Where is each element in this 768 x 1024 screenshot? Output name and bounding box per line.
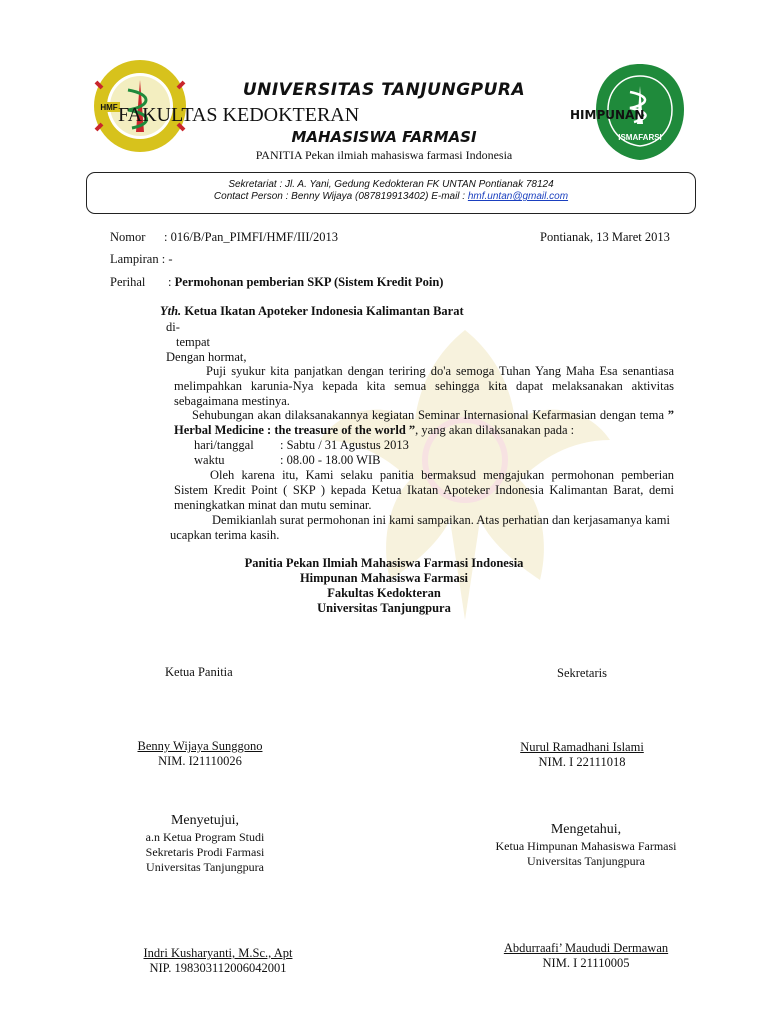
perihal: [168, 275, 443, 290]
chair-name: Abdurraafi’ Maududi Dermawan: [503, 941, 669, 955]
closing-block: [0, 556, 768, 616]
ketua-name: Benny Wijaya Sunggono: [137, 739, 263, 753]
ketua-title: Ketua Panitia: [165, 665, 233, 679]
closing-line-3: Fakultas Kedokteran: [327, 586, 441, 600]
approval-line-1: a.n Ketua Program Studi: [145, 830, 265, 844]
logo-right-label: ISMAFARSI: [618, 133, 662, 142]
approval-line-2: Sekretaris Prodi Farmasi: [145, 845, 265, 859]
addressee-name: Ketua Ikatan Apoteker Indonesia Kalimantan Barat: [181, 304, 464, 318]
email-link[interactable]: hmf.untan@gmail.com: [467, 191, 569, 202]
greeting: Dengan hormat,: [166, 350, 247, 364]
contact-line: [87, 191, 695, 203]
committee-heading: PANITIA Pekan ilmiah mahasiswa farmasi Indonesia: [255, 148, 513, 162]
addressee: [160, 304, 464, 319]
approval-block: [100, 812, 310, 875]
approval-line-3: Universitas Tanjungpura: [146, 860, 264, 874]
sekretaris-nim: NIM. I 22111018: [538, 755, 626, 769]
chair-signature: [472, 941, 700, 971]
paragraph-2-end: , yang akan dilaksanakan pada :: [415, 423, 575, 437]
sekretaris-name: Nurul Ramadhani Islami: [520, 740, 644, 754]
yth: Yth.: [160, 304, 182, 318]
sekretaris-title: Sekretaris: [557, 666, 607, 680]
ketua-nim: NIM. I21110026: [158, 754, 242, 768]
sekretaris-signature: [482, 740, 682, 770]
closing-line-4: Universitas Tanjungpura: [317, 601, 451, 615]
nomor-value: : 016/B/Pan_PIMFI/HMF/III/2013: [164, 230, 338, 244]
di-label: di-: [166, 320, 180, 334]
perihal-colon: :: [168, 275, 175, 289]
perihal-label: Perihal: [110, 275, 146, 289]
perihal-value: Permohonan pemberian SKP (Sistem Kredit Poin): [174, 275, 444, 289]
time-label: waktu: [194, 453, 225, 467]
seminar-theme: ” Herbal Medicine : the treasure of the world ”: [174, 408, 674, 437]
contact-person: Contact Person : Benny Wijaya (087819913402) E-mail :: [213, 191, 468, 202]
faculty-heading: FAKULTAS KEDOKTERAN: [118, 104, 360, 126]
approver-nip: NIP. 198303112006042001: [149, 961, 287, 975]
logo-left-label: HMF: [100, 103, 118, 112]
paragraph-3: Oleh karena itu, Kami selaku panitia bermaksud mengajukan permohonan pemberian Sistem Kredit Point ( SKP ) kepada Ketua Ikatan Apoteker Indonesia Kalimantan Barat, demi meningkatkan minat dan mutu seminar.: [174, 468, 674, 512]
closing-line-1: Panitia Pekan Ilmiah Mahasiswa Farmasi Indonesia: [244, 556, 524, 570]
himpunan-heading: HIMPUNAN: [570, 108, 645, 122]
ketua-signature: [100, 739, 300, 769]
paragraph-4: Demikianlah surat permohonan ini kami sampaikan. Atas perhatian dan kerjasamanya kami ucapkan terima kasih.: [170, 513, 670, 542]
closing-line-2: Himpunan Mahasiswa Farmasi: [299, 571, 469, 585]
tempat-label: tempat: [176, 335, 211, 349]
approver-name: Indri Kusharyanti, M.Sc., Apt: [143, 946, 293, 960]
date-value: : Sabtu / 31 Agustus 2013: [280, 438, 409, 452]
approver-signature: [100, 946, 336, 976]
letter-date: Pontianak, 13 Maret 2013: [540, 230, 670, 244]
university-heading: UNIVERSITAS TANJUNGPURA: [242, 80, 526, 100]
student-body-heading: MAHASISWA FARMASI: [291, 128, 477, 146]
acknowledge-title: Mengetahui,: [550, 822, 622, 837]
date-label: hari/tanggal: [194, 438, 254, 452]
secretariat-line: Sekretariat : Jl. A. Yani, Gedung Kedokteran FK UNTAN Pontianak 78124: [228, 179, 554, 190]
acknowledge-block: [470, 821, 702, 869]
acknowledge-line-2: Universitas Tanjungpura: [527, 854, 645, 868]
paragraph-2: [174, 408, 674, 438]
paragraph-1: Puji syukur kita panjatkan dengan teriring do'a semoga Tuhan Yang Maha Esa senantiasa melimpahkan karunia-Nya kepada kita semua sehingga kita dapat melaksanakan aktivitas sebagaimana mestinya.: [174, 364, 674, 408]
contact-box: [86, 172, 696, 214]
acknowledge-line-1: Ketua Himpunan Mahasiswa Farmasi: [495, 839, 677, 853]
approval-title: Menyetujui,: [170, 813, 240, 828]
chair-nim: NIM. I 21110005: [542, 956, 630, 970]
nomor-label: Nomor: [110, 230, 146, 244]
paragraph-2-start: Sehubungan akan dilaksanakannya kegiatan Seminar Internasional Kefarmasian dengan tema: [192, 408, 668, 422]
lampiran: Lampiran : -: [110, 252, 173, 266]
time-value: : 08.00 - 18.00 WIB: [280, 453, 381, 467]
